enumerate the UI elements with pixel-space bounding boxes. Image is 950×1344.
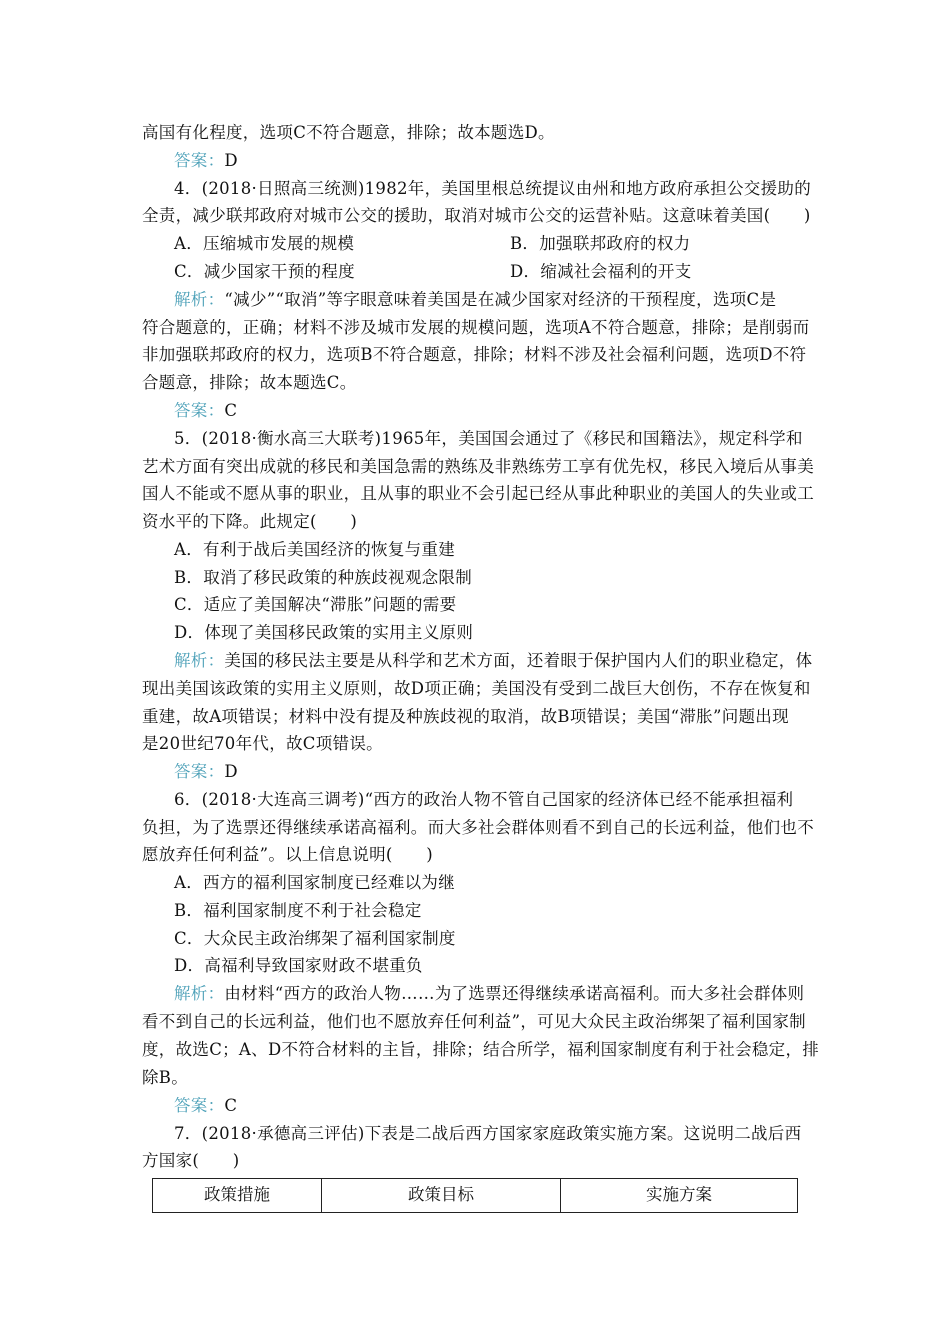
answer-label: 答案： [174,401,225,420]
question-stem: 5．(2018·衡水高三大联考)1965年，美国国会通过了《移民和国籍法》，规定科学和 [174,429,803,448]
answer-value: D [224,762,238,781]
analysis-text: 是20世纪70年代，故C项错误。 [142,734,383,753]
analysis-text: 美国的移民法主要是从科学和艺术方面，还着眼于保护国内人们的职业稳定，体 [224,651,813,670]
answer-line [174,1096,237,1116]
question-stem: 6．(2018·大连高三调考)“西方的政治人物不管自己国家的经济体已经不能承担福利 [174,790,794,809]
analysis-label: 解析： [174,651,225,670]
option-d: D．体现了美国移民政策的实用主义原则 [174,623,474,642]
option-d: D．缩减社会福利的开支 [510,262,692,281]
question-stem: 资水平的下降。此规定( ) [142,512,358,531]
table-header-row [153,1179,798,1213]
policy-table [152,1178,798,1213]
table-header-cell: 政策目标 [322,1179,561,1213]
option-b: B．福利国家制度不利于社会稳定 [174,901,422,920]
analysis-text: 重建，故A项错误；材料中没有提及种族歧视的取消，故B项错误；美国“滞胀”问题出现 [142,707,789,726]
option-d: D．高福利导致国家财政不堪重负 [174,956,423,975]
analysis-text: 合题意，排除；故本题选C。 [142,373,357,392]
question-stem: 4．(2018·日照高三统测)1982年，美国里根总统提议由州和地方政府承担公交援助的 [174,179,811,198]
answer-label: 答案： [174,762,225,781]
question-stem: 艺术方面有突出成就的移民和美国急需的熟练及非熟练劳工享有优先权，移民入境后从事美 [142,457,814,476]
analysis-text: 看不到自己的长远利益，他们也不愿放弃任何利益”，可见大众民主政治绑架了福利国家制 [142,1012,806,1031]
answer-label: 答案： [174,151,225,170]
analysis-text: 符合题意的，正确；材料不涉及城市发展的规模问题，选项A不符合题意，排除；是削弱而 [142,318,810,337]
option-c: C．减少国家干预的程度 [174,262,355,281]
answer-line [174,401,237,421]
text-line: 高国有化程度，选项C不符合题意，排除；故本题选D。 [142,123,555,142]
answer-value: C [224,1096,238,1115]
option-b: B．取消了移民政策的种族歧视观念限制 [174,568,473,587]
analysis-label: 解析： [174,290,225,309]
analysis-text: “减少”“取消”等字眼意味着美国是在减少国家对经济的干预程度，选项C是 [224,290,777,309]
analysis-text: 除B。 [142,1068,189,1087]
question-stem: 全责，减少联邦政府对城市公交的援助，取消对城市公交的运营补贴。这意味着美国( ) [142,206,811,225]
answer-value: C [224,401,238,420]
analysis-text: 非加强联邦政府的权力，选项B不符合题意，排除；材料不涉及社会福利问题，选项D不符 [142,345,807,364]
analysis-line [174,984,804,1004]
option-b: B．加强联邦政府的权力 [510,234,691,253]
analysis-text: 由材料“西方的政治人物……为了选票还得继续承诺高福利。而大多社会群体则 [224,984,805,1003]
question-stem: 负担，为了选票还得继续承诺高福利。而大多社会群体则看不到自己的长远利益，他们也不 [142,818,814,837]
analysis-text: 度，故选C；A、D不符合材料的主旨，排除；结合所学，福利国家制度有利于社会稳定，排 [142,1040,820,1059]
analysis-label: 解析： [174,984,225,1003]
question-stem: 方国家( ) [142,1151,240,1170]
table-header-cell: 政策措施 [153,1179,322,1213]
question-stem: 愿放弃任何利益”。以上信息说明( ) [142,845,434,864]
option-c: C．大众民主政治绑架了福利国家制度 [174,929,456,948]
table-header-cell: 实施方案 [561,1179,798,1213]
answer-value: D [224,151,238,170]
analysis-text: 现出美国该政策的实用主义原则，故D项正确；美国没有受到二战巨大创伤，不存在恢复和 [142,679,811,698]
option-a: A．有利于战后美国经济的恢复与重建 [174,540,456,559]
answer-line [174,762,238,782]
analysis-line [174,651,812,671]
analysis-line [174,290,776,310]
answer-label: 答案： [174,1096,225,1115]
question-stem: 国人不能或不愿从事的职业，且从事的职业不会引起已经从事此种职业的美国人的失业或工 [142,484,814,503]
option-a: A．压缩城市发展的规模 [174,234,355,253]
question-stem: 7．(2018·承德高三评估)下表是二战后西方国家家庭政策实施方案。这说明二战后西 [174,1124,802,1143]
answer-line [174,151,238,171]
option-c: C．适应了美国解决“滞胀”问题的需要 [174,595,457,614]
option-a: A．西方的福利国家制度已经难以为继 [174,873,456,892]
